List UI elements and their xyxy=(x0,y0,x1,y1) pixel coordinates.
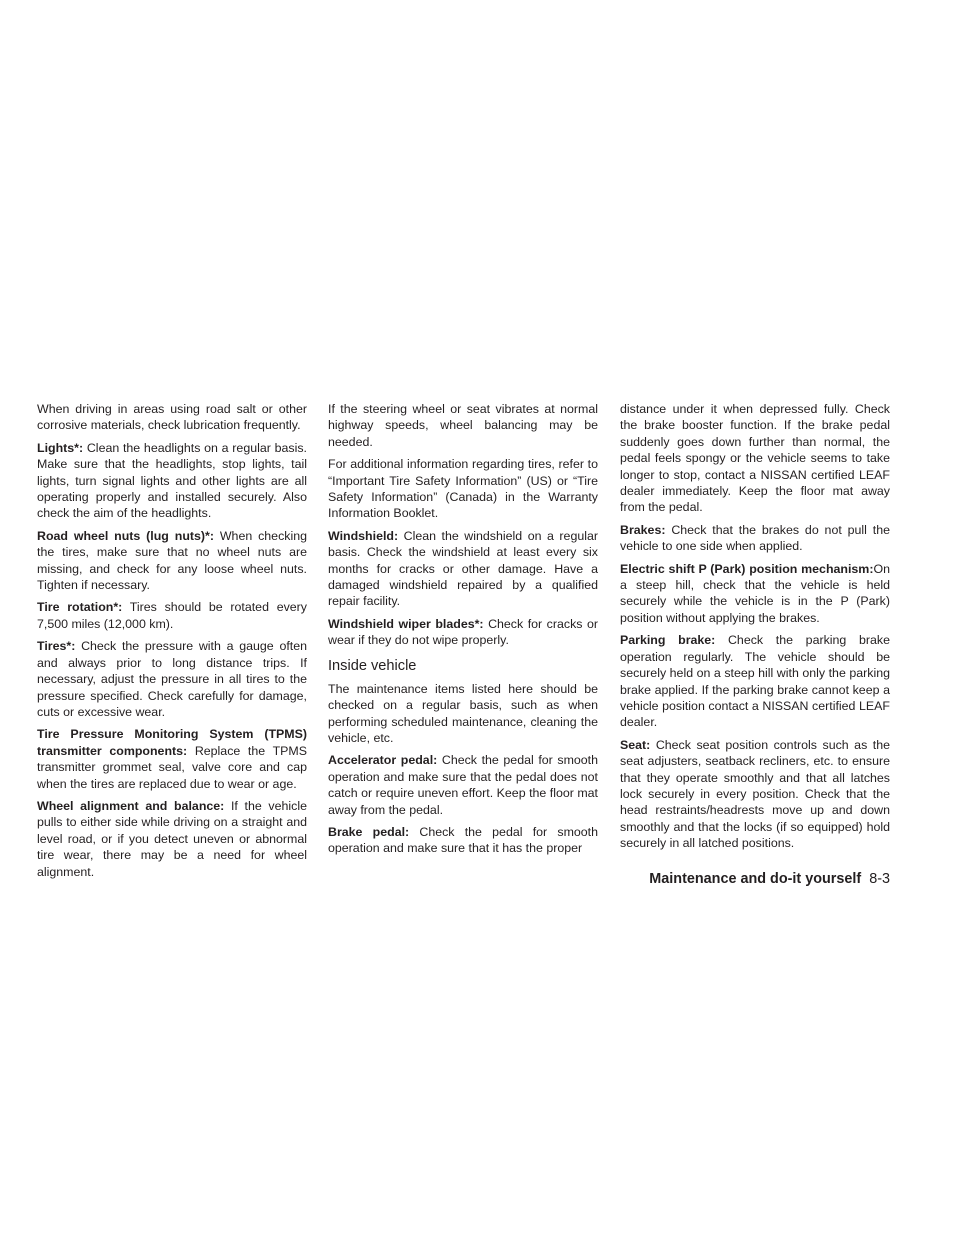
right-column xyxy=(620,401,890,858)
footer-section-title: Maintenance and do-it yourself xyxy=(649,871,862,887)
paragraph xyxy=(328,616,598,649)
paragraph-text: Check the parking brake operation regularly. The vehicle should be securely held on a steep hill with only the parking brake applied. If the parking brake cannot keep a vehicle position contact a NISSAN certified LEAF dealer. xyxy=(620,633,890,730)
paragraph-label: Seat: xyxy=(620,737,651,752)
paragraph-text: Check the pedal for smooth operation and make sure that it has the proper xyxy=(328,824,599,856)
paragraph xyxy=(328,824,598,857)
paragraph-text: When checking the tires, make sure that no wheel nuts are missing, and check for any loose wheel nuts. Tighten if necessary. xyxy=(37,528,307,593)
paragraph-label: Brakes: xyxy=(620,522,666,537)
paragraph xyxy=(37,726,307,792)
paragraph-text: Clean the windshield on a regular basis. Check the windshield at least every six months for cracks or other damage. Have a damaged windshield repaired by a qualified repair facility. xyxy=(328,528,598,609)
paragraph-text: Clean the headlights on a regular basis. Make sure that the headlights, stop lights, tail lights, turn signal lights and other lights are all operating properly and installed securely. Also check the aim of the headlights. xyxy=(37,440,307,521)
paragraph xyxy=(620,737,890,852)
paragraph-label: Tires*: xyxy=(37,639,76,654)
paragraph-text: Replace the TPMS transmitter grommet seal, valve core and cap when the tires are replaced due to wear or age. xyxy=(37,743,308,791)
page-footer xyxy=(649,871,890,887)
paragraph xyxy=(37,401,307,434)
paragraph-text: If the steering wheel or seat vibrates at normal highway speeds, wheel balancing may be needed. xyxy=(328,402,598,449)
page-number: 8-3 xyxy=(869,871,890,887)
paragraph-text: When driving in areas using road salt or other corrosive materials, check lubrication frequently. xyxy=(37,402,307,433)
paragraph-label: Lights*: xyxy=(37,440,84,455)
paragraph-label: Windshield: xyxy=(328,528,399,543)
paragraph xyxy=(37,440,307,522)
paragraph xyxy=(328,528,598,610)
paragraph xyxy=(620,401,890,516)
paragraph-label: Brake pedal: xyxy=(328,824,410,839)
paragraph-label: Accelerator pedal: xyxy=(328,753,438,768)
paragraph-text: distance under it when depressed fully. Check the brake booster function. If the brake pedal suddenly goes down further than normal, the pedal feels spongy or the vehicle seems to take longer to stop, contact a NISSAN certified LEAF dealer immediately. Keep the floor mat away from the pedal. xyxy=(620,402,890,515)
paragraph-text: Check seat position controls such as the seat adjusters, seatback recliners, etc. to ensure that they operate smoothly and that all latches lock securely in every position. Check that the head restraints/headrests move up and down smoothly and that the locks (if so equipped) hold securely in all latched positions. xyxy=(620,737,890,851)
paragraph-text: On a steep hill, check that the vehicle is held securely while the vehicle is in the P (Park) position without applying the brakes. xyxy=(620,561,890,625)
paragraph-label: Electric shift P (Park) position mechanism: xyxy=(620,561,874,576)
paragraph xyxy=(620,561,890,627)
paragraph xyxy=(37,798,307,880)
paragraph xyxy=(620,632,890,730)
paragraph-text: Check that the brakes do not pull the vehicle to one side when applied. xyxy=(620,522,890,554)
paragraph xyxy=(328,456,598,522)
paragraph-label: Road wheel nuts (lug nuts)*: xyxy=(37,528,214,543)
paragraph-label: Tire Pressure Monitoring System (TPMS) transmitter components: xyxy=(37,727,307,758)
paragraph-text: The maintenance items listed here should be checked on a regular basis, such as when performing scheduled maintenance, cleaning the vehicle, etc. xyxy=(328,681,598,745)
paragraph xyxy=(620,522,890,555)
paragraph-text: If the vehicle pulls to either side while driving on a straight and level road, or if you detect uneven or abnormal tire wear, there may be a need for wheel alignment. xyxy=(37,798,307,879)
left-column xyxy=(37,401,307,886)
paragraph-text: Check the pedal for smooth operation and make sure that the pedal does not catch or require uneven effort. Keep the floor mat away from the pedal. xyxy=(328,753,599,817)
section-heading: Inside vehicle xyxy=(328,657,417,674)
paragraph-text: For additional information regarding tires, refer to “Important Tire Safety Information” (US) or “Tire Safety Information” (Canada) in the Warranty Information Booklet. xyxy=(328,457,598,521)
paragraph-label: Tire rotation*: xyxy=(37,600,123,615)
paragraph xyxy=(37,638,307,720)
paragraph xyxy=(328,401,598,450)
paragraph xyxy=(37,528,307,594)
paragraph-label: Windshield wiper blades*: xyxy=(328,616,484,631)
paragraph-label: Wheel alignment and balance: xyxy=(37,798,225,813)
paragraph xyxy=(37,599,307,632)
paragraph xyxy=(328,752,598,818)
paragraph-text: Tires should be rotated every 7,500 miles (12,000 km). xyxy=(37,600,307,631)
middle-column xyxy=(328,401,598,863)
paragraph-label: Parking brake: xyxy=(620,633,716,648)
paragraph-text: Check for cracks or wear if they do not wipe properly. xyxy=(328,616,598,648)
paragraph xyxy=(328,681,598,747)
paragraph-text: Check the pressure with a gauge often and always prior to long distance trips. If necessary, adjust the pressure in all tires to the pressure specified. Check carefully for damage, cuts or excessive wear. xyxy=(37,639,307,719)
